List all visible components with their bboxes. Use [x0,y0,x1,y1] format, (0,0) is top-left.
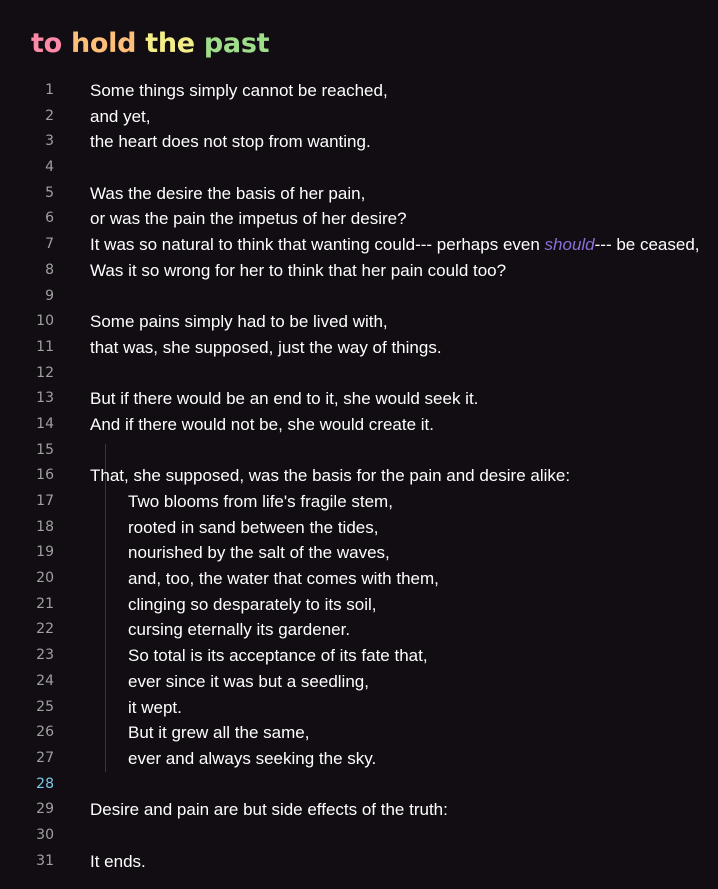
line-number: 29 [36,801,54,818]
editor-line[interactable] [0,746,718,772]
title-word: past [203,28,270,59]
editor-line[interactable] [0,232,718,258]
editor-line[interactable] [0,797,718,823]
editor-line[interactable] [0,386,718,412]
line-number: 14 [36,415,54,432]
editor-line[interactable] [0,489,718,515]
line-text: cursing eternally its gardener. [128,620,351,640]
line-number: 13 [36,390,54,407]
line-number: 18 [36,518,54,535]
line-number: 9 [45,287,54,304]
editor-line[interactable] [0,566,718,592]
line-number: 20 [36,570,54,587]
line-number: 6 [45,210,54,227]
line-number: 19 [36,544,54,561]
editor-line[interactable] [0,78,718,104]
line-text: ever since it was but a seedling, [128,671,369,691]
line-number: 8 [45,261,54,278]
line-text: And if there would not be, she would create it. [90,414,434,434]
line-text: Was the desire the basis of her pain, [90,183,366,203]
line-number: 21 [36,595,54,612]
line-text: the heart does not stop from wanting. [90,132,371,152]
line-text: Was it so wrong for her to think that her pain could too? [90,260,507,280]
line-text: So total is its acceptance of its fate that, [128,646,428,666]
line-number: 1 [45,82,54,98]
editor-line[interactable] [0,772,718,798]
line-number: 5 [45,184,54,201]
line-number: 30 [36,826,54,843]
editor-line[interactable] [0,258,718,284]
line-number: 4 [45,159,54,176]
editor-line[interactable] [0,669,718,695]
title-word: to [31,28,62,59]
line-number: 12 [36,364,54,381]
line-number: 10 [36,313,54,330]
line-number: 16 [36,467,54,484]
line-text: It ends. [90,851,146,871]
line-number: 31 [36,852,54,869]
editor-line[interactable] [0,129,718,155]
editor-line[interactable] [0,206,718,232]
editor-line[interactable] [0,720,718,746]
line-number: 2 [45,107,54,124]
line-text: ever and always seeking the sky. [128,748,377,768]
line-text: But it grew all the same, [128,723,310,743]
line-text [90,232,700,258]
editor-line[interactable] [0,463,718,489]
line-text-segment: It was so natural to think that wanting could--- perhaps even [90,235,545,255]
editor-line[interactable] [0,592,718,618]
line-text: Some pains simply had to be lived with, [90,312,388,332]
editor-line[interactable] [0,361,718,387]
editor-line[interactable] [0,823,718,849]
editor-line[interactable] [0,412,718,438]
title-word: the [145,28,195,59]
title-word: hold [70,28,137,59]
line-number: 7 [45,236,54,253]
editor-line[interactable] [0,181,718,207]
editor-line[interactable] [0,617,718,643]
line-number: 15 [36,441,54,458]
editor-line[interactable] [0,438,718,464]
line-number: 11 [36,338,54,355]
line-number: 17 [36,493,54,509]
line-text: nourished by the salt of the waves, [128,543,390,563]
line-text: rooted in sand between the tides, [128,517,379,537]
line-number: 28 [36,775,54,792]
editor-line[interactable] [0,284,718,310]
editor-line[interactable] [0,515,718,541]
document-title [31,24,269,64]
editor-line[interactable] [0,104,718,130]
line-text: that was, she supposed, just the way of things. [90,337,442,357]
line-text: Desire and pain are but side effects of the truth: [90,800,448,820]
editor-line[interactable] [0,849,718,875]
line-text: it wept. [128,697,182,717]
line-number: 24 [36,672,54,689]
editor-line[interactable] [0,155,718,181]
line-number: 3 [45,133,54,150]
line-number: 26 [36,724,54,741]
line-number: 25 [36,698,54,715]
line-text: clinging so desparately to its soil, [128,594,377,614]
line-text: or was the pain the impetus of her desire? [90,209,407,229]
editor-line[interactable] [0,309,718,335]
editor-line[interactable] [0,335,718,361]
emphasized-word: should [544,235,595,255]
line-text: and, too, the water that comes with them, [128,569,439,589]
line-number: 27 [36,749,54,766]
line-text-segment: --- be ceased, [594,235,700,255]
editor-line[interactable] [0,540,718,566]
line-number: 23 [36,647,54,664]
line-text: That, she supposed, was the basis for the pain and desire alike: [90,466,571,486]
line-text: But if there would be an end to it, she would seek it. [90,389,479,409]
line-text: Two blooms from life's fragile stem, [128,492,393,511]
line-text: and yet, [90,106,151,126]
editor-line[interactable] [0,643,718,669]
editor-line[interactable] [0,695,718,721]
text-editor[interactable] [0,78,718,874]
line-number: 22 [36,621,54,638]
line-text: Some things simply cannot be reached, [90,81,388,100]
